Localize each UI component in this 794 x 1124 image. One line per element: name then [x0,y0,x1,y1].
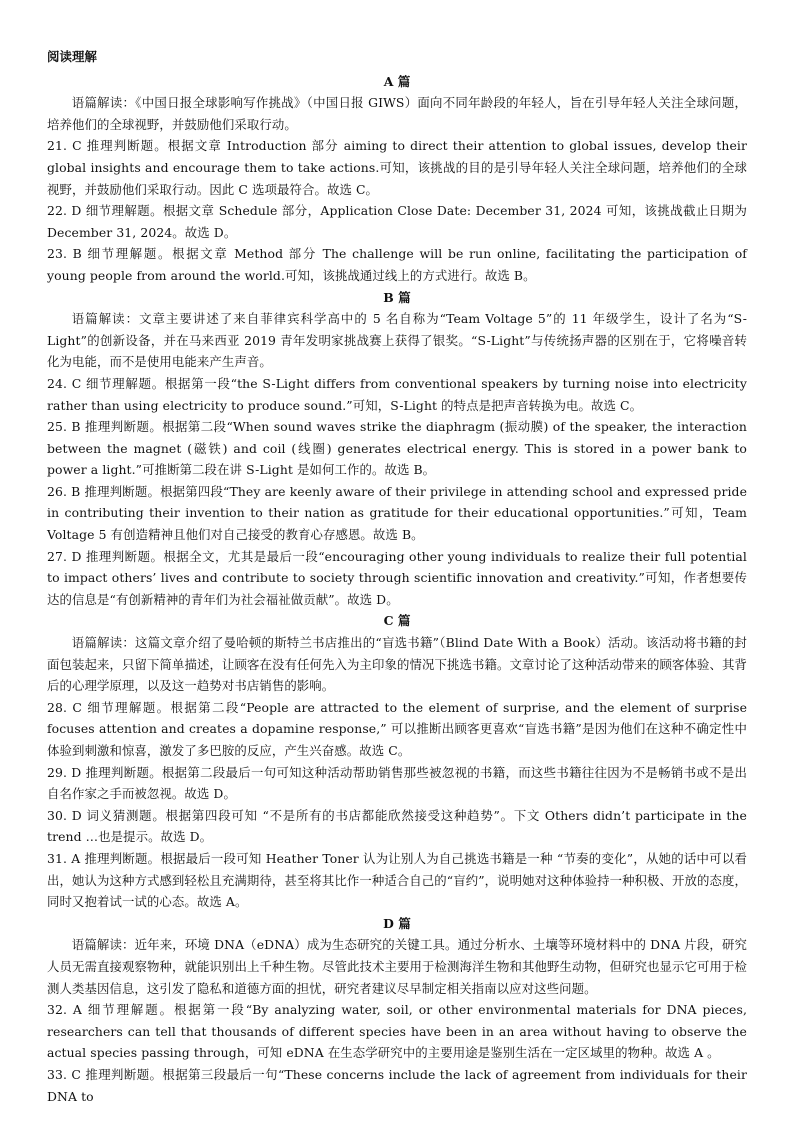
passage-intro: 语篇解读：文章主要讲述了来自菲律宾科学高中的 5 名自称为“Team Voltage 5”的 11 年级学生，设计了名为“S-Light”的创新设备，并在马来西亚 2019 青年发明家挑战赛上获得了银奖。“S-Light”与传统扬声器的区别在于，它将噪音转化为电能，而不是使用电能来产生声音。 [47,311,747,370]
section-title: A 篇 [383,73,411,89]
page-heading: 阅读理解 [47,49,97,64]
answer-26: 26. B 推理判断题。根据第四段“They are keenly aware of their privilege in attending school and expressed pride in contributing their invention to their nation as gratitude for their educational opportunities.”可知，Team Voltage 5 有创造精神且他们对自己接受的教育心存感恩。故选 B。 [47,483,747,543]
answer-32: 32. A 细节理解题。根据第一段“By analyzing water, soil, or other environmental materials for DNA pieces, researchers can tell that thousands of different species have been in an area without having to observe the actual species passing through，可知 eDNA 在生态学研究中的主要用途是鉴别生活在一定区域里的物种。故选 A 。 [47,1002,747,1061]
section-title: B 篇 [383,289,411,305]
answer-30: 30. D 词义猜测题。根据第四段可知 “不是所有的书店都能欣然接受这种趋势”。下文 Others didn’t participate in the trend …也是提示。故选 D。 [47,807,747,845]
answer-22: 22. D 细节理解题。根据文章 Schedule 部分，Application Close Date: December 31, 2024 可知，该挑战截止日期为 December 31, 2024。故选 D。 [47,203,747,240]
passage-intro: 语篇解读：《中国日报全球影响写作挑战》（中国日报 GIWS）面向不同年龄段的年轻人，旨在引导年轻人关注全球问题，培养他们的全球视野，并鼓励他们采取行动。 [47,95,747,132]
answer-21: 21. C 推理判断题。根据文章 Introduction 部分 aiming to direct their attention to global issues, develop their global insights and encourage them to take actions.可知，该挑战的目的是引导年轻人关注全球问题，培养他们的全球视野，并鼓励他们采取行动。因此 C 选项最符合。故选 C。 [47,138,747,197]
answer-33: 33. C 推理判断题。根据第三段最后一句“These concerns include the lack of agreement from individuals for their DNA to [47,1066,747,1104]
answer-23: 23. B 细节理解题。根据文章 Method 部分 The challenge will be run online, facilitating the participation of young people from around the world.可知，该挑战通过线上的方式进行。故选 B。 [47,246,747,283]
answer-29: 29. D 推理判断题。根据第二段最后一句可知这种活动帮助销售那些被忽视的书籍，而这些书籍往往因为不是畅销书或不是出自名作家之手而被忽视。故选 D。 [47,764,747,802]
answer-31: 31. A 推理判断题。根据最后一段可知 Heather Toner 认为让别人为自己挑选书籍是一种 “节奏的变化”，从她的话中可以看出，她认为这种方式感到轻松且充满期待，甚至将其比作一种适合自己的“盲约”，说明她对这种体验持一种积极、开放的态度，同时又抱着试一试的心态。故选 A。 [47,850,747,910]
answer-25: 25. B 推理判断题。根据第二段“When sound waves strike the diaphragm (振动膜) of the speaker, the interaction between the magnet (磁铁) and coil (线圈) generates electrical energy. This is stored in a power bank to power a light.”可推断第二段在讲 S-Light 是如何工作的。故选 B。 [47,419,747,478]
answer-27: 27. D 推理判断题。根据全文，尤其是最后一段“encouraging other young individuals to realize their full potential to impact others’ lives and contribute to society through scientific innovation and creativity.”可知，作者想要传达的信息是“有创新精神的青年们为社会福祉做贡献”。故选 D。 [47,548,747,607]
section-title: C 篇 [383,613,411,629]
section-d [47,913,747,1107]
passage-intro: 语篇解读：这篇文章介绍了曼哈顿的斯特兰书店推出的“盲选书籍”（Blind Date With a Book）活动。该活动将书籍的封面包装起来，只留下简单描述，让顾客在没有任何先入为主印象的情况下挑选书籍。文章讨论了这种活动带来的顾客体验、其背后的心理学原理，以及这一趋势对书店销售的影响。 [47,635,747,694]
section-b [47,287,747,611]
section-title: D 篇 [383,915,411,931]
answer-28: 28. C 细节理解题。根据第二段“People are attracted to the element of surprise, and the element of surprise focuses attention and creates a dopamine response,” 可以推断出顾客更喜欢“盲选书籍”是因为他们在这种不确定性中体验到刺激和惊喜，激发了多巴胺的反应，产生兴奋感。故选 C。 [47,699,747,758]
section-c [47,610,747,912]
passage-intro: 语篇解读：近年来，环境 DNA（eDNA）成为生态研究的关键工具。通过分析水、土壤等环境材料中的 DNA 片段，研究人员无需直接观察物种，就能识别出上千种生物。尽管此技术主要用于检测海洋生物和其他野生动物，但研究也显示它可用于检测人类基因信息，这引发了隐私和道德方面的担忧，研究者建议尽早制定相关指南以应对这些问题。 [47,937,747,996]
answer-24: 24. C 细节理解题。根据第一段“the S-Light differs from conventional speakers by turning noise into electricity rather than using electricity to produce sound.”可知，S-Light 的特点是把声音转换为电。故选 C。 [47,375,747,413]
section-a [47,71,747,287]
